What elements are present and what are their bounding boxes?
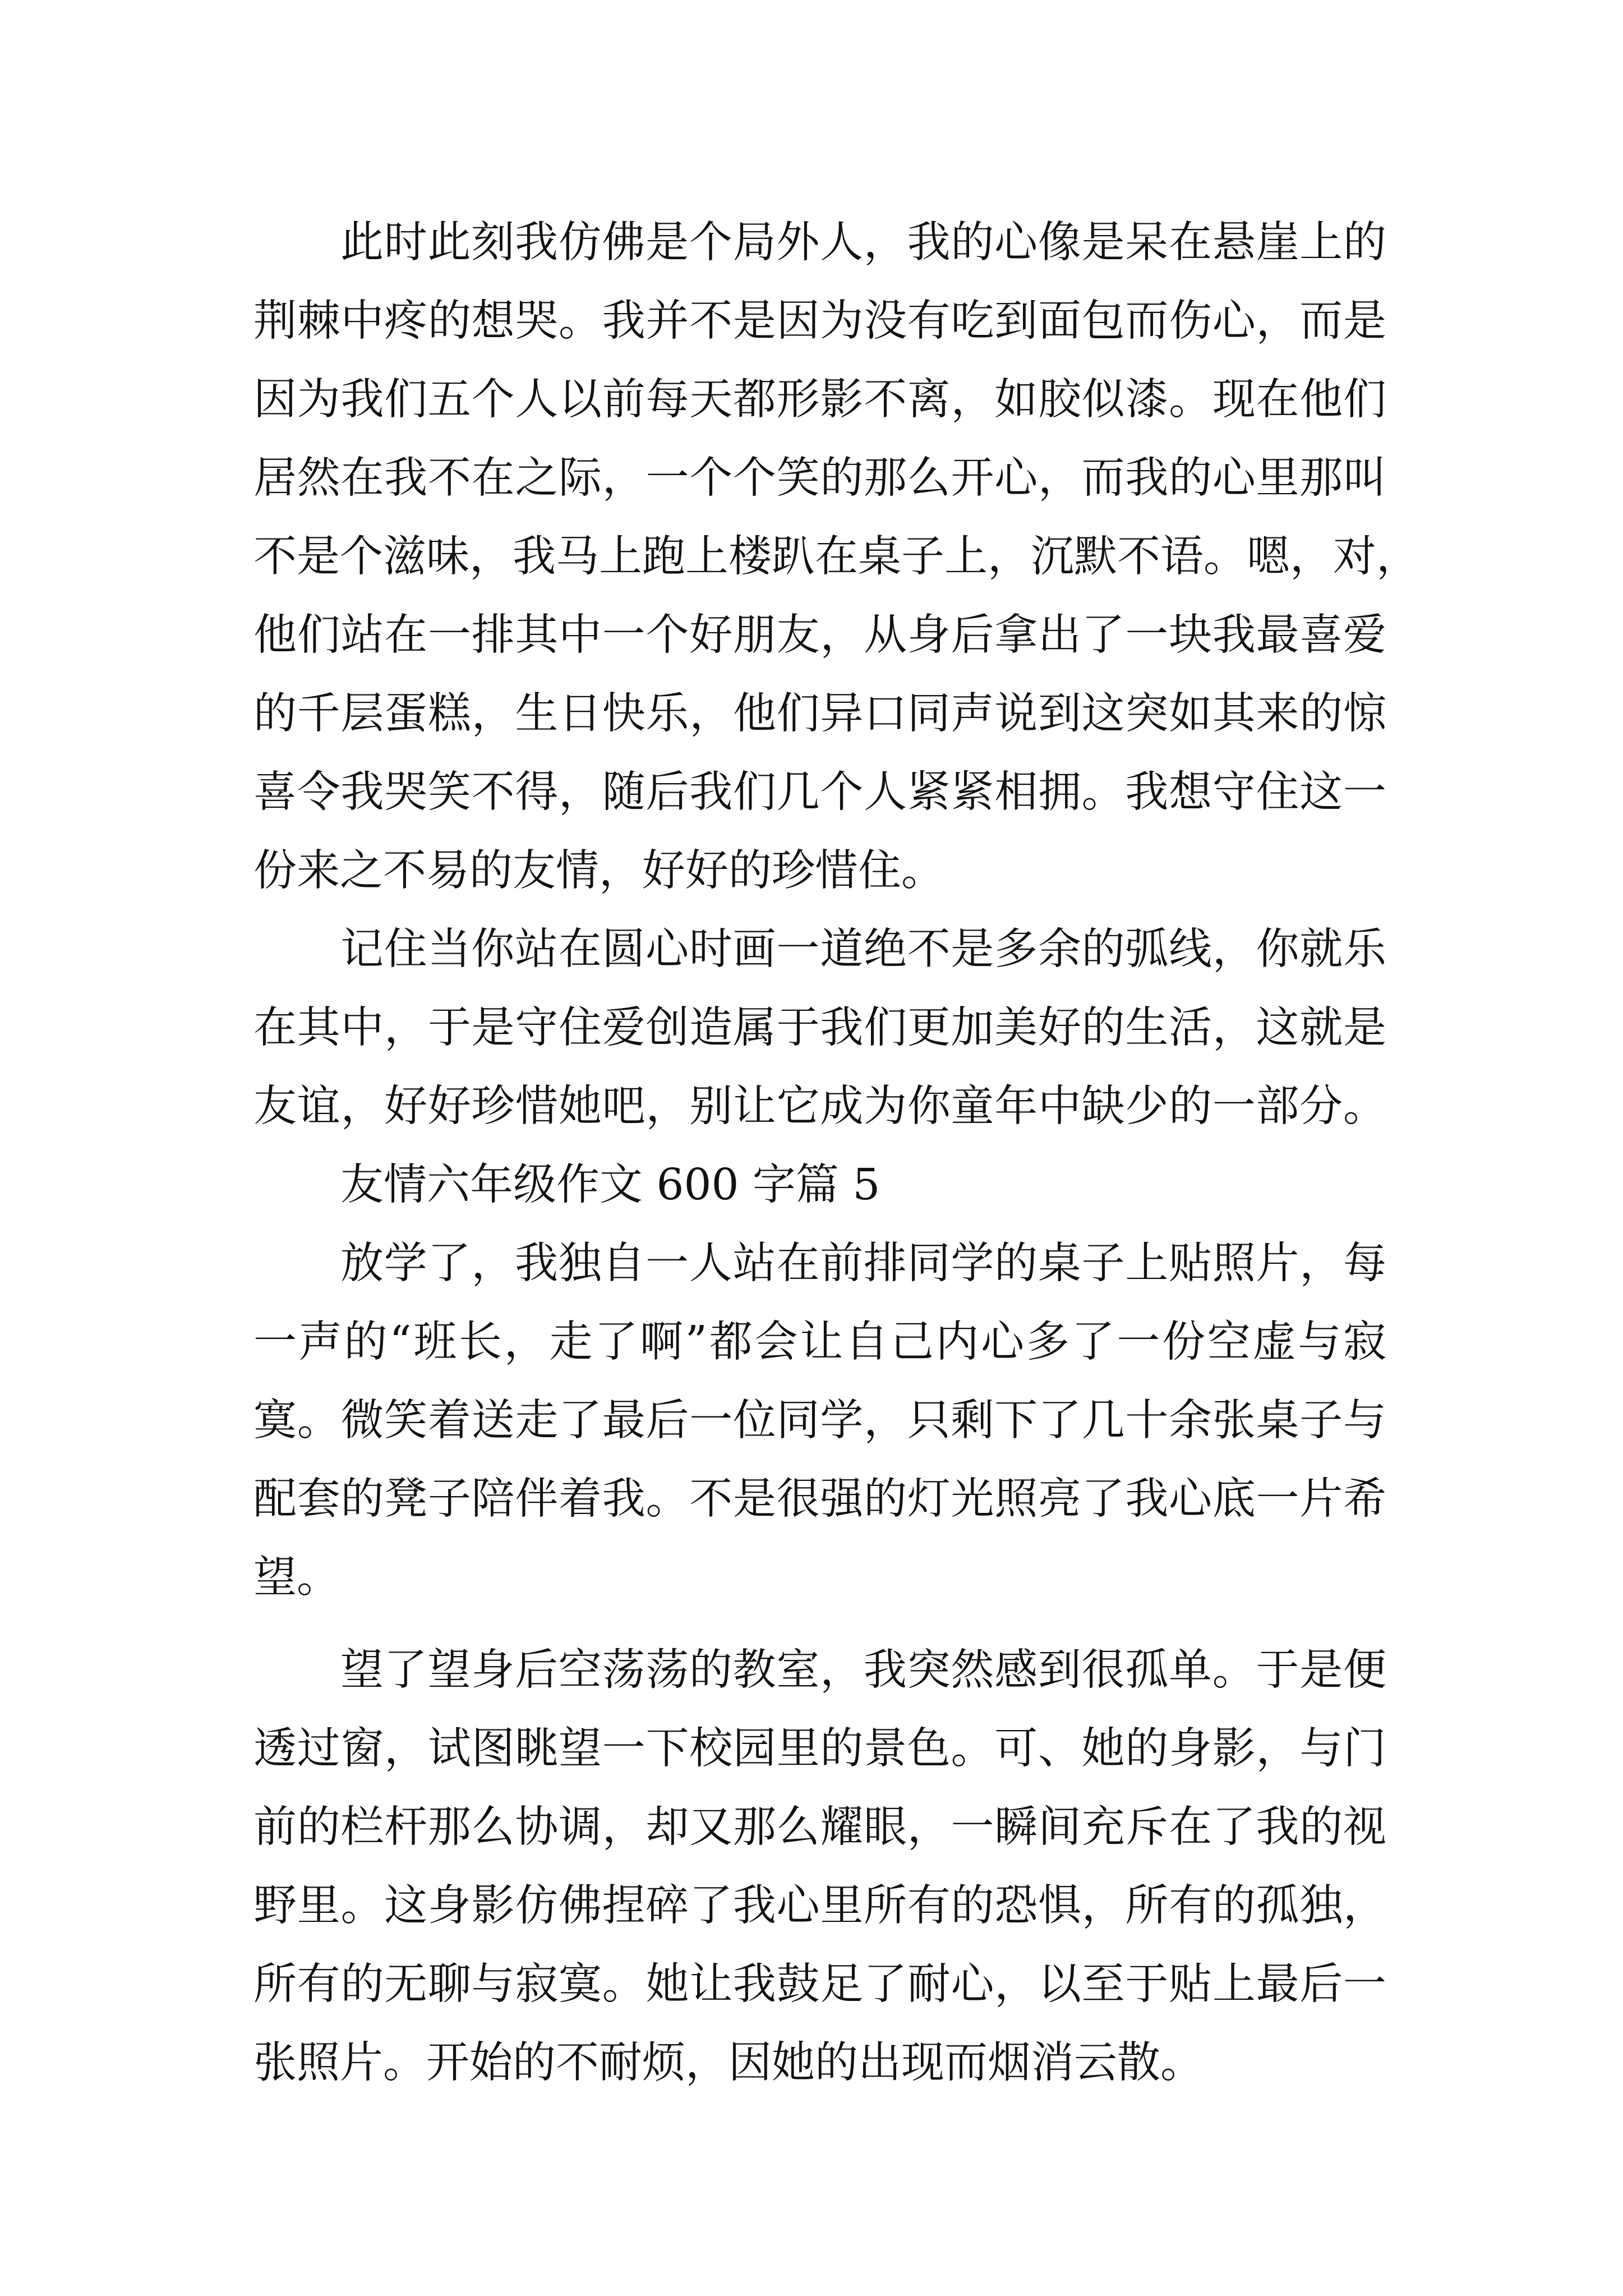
text-line: 寞。微笑着送走了最后一位同学，只剩下了几十余张桌子与 [253, 1396, 1386, 1446]
text-line: 前的栏杆那么协调，却又那么耀眼，一瞬间充斥在了我的视 [253, 1802, 1386, 1852]
text-line: 配套的凳子陪伴着我。不是很强的灯光照亮了我心底一片希 [253, 1474, 1386, 1524]
text-line: 的千层蛋糕，生日快乐，他们异口同声说到这突如其来的惊 [253, 689, 1386, 739]
text-line: 喜令我哭笑不得，随后我们几个人紧紧相拥。我想守住这一 [253, 767, 1386, 817]
text-line: 份来之不易的友情，好好的珍惜住。 [253, 846, 944, 896]
text-line: 望。 [253, 1553, 340, 1603]
text-line: 放学了，我独自一人站在前排同学的桌子上贴照片，每 [340, 1239, 1386, 1289]
section-heading: 友情六年级作文 600 字篇 5 [340, 1160, 880, 1210]
text-line: 在其中，于是守住爱创造属于我们更加美好的生活，这就是 [253, 1003, 1386, 1053]
text-line: 荆棘中疼的想哭。我并不是因为没有吃到面包而伤心，而是 [253, 296, 1386, 346]
text-line: 记住当你站在圆心时画一道绝不是多余的弧线，你就乐 [340, 924, 1386, 974]
text-line: 此时此刻我仿佛是个局外人，我的心像是呆在悬崖上的 [340, 218, 1386, 268]
text-line: 不是个滋味，我马上跑上楼趴在桌子上，沉默不语。嗯，对， [253, 532, 1419, 582]
text-line: 望了望身后空荡荡的教室，我突然感到很孤单。于是便 [340, 1645, 1386, 1695]
text-line: 透过窗，试图眺望一下校园里的景色。可、她的身影，与门 [253, 1724, 1386, 1774]
text-line: 张照片。开始的不耐烦，因她的出现而烟消云散。 [253, 2038, 1204, 2088]
text-line: 一声的“班长，走了啊”都会让自己内心多了一份空虚与寂 [253, 1317, 1386, 1367]
text-line: 他们站在一排其中一个好朋友，从身后拿出了一块我最喜爱 [253, 610, 1386, 660]
text-line: 友谊，好好珍惜她吧，别让它成为你童年中缺少的一部分。 [253, 1082, 1386, 1131]
text-line: 野里。这身影仿佛捏碎了我心里所有的恐惧，所有的孤独， [253, 1881, 1386, 1931]
text-line: 所有的无聊与寂寞。她让我鼓足了耐心，以至于贴上最后一 [253, 1959, 1386, 2009]
text-line: 因为我们五个人以前每天都形影不离，如胶似漆。现在他们 [253, 375, 1386, 425]
text-line: 居然在我不在之际，一个个笑的那么开心，而我的心里那叫 [253, 453, 1386, 503]
